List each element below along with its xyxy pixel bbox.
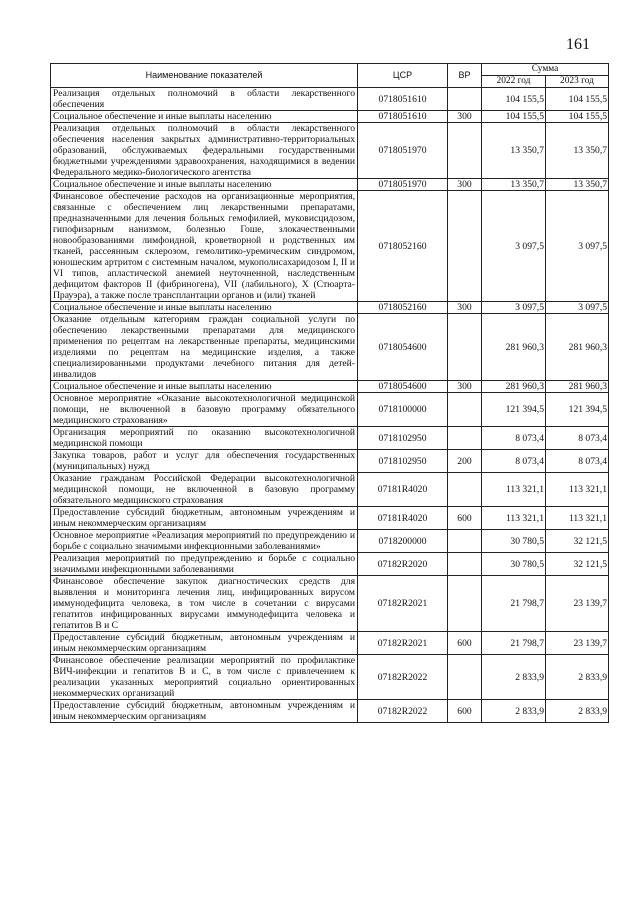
row-name: Реализация отдельных полномочий в области лекарственного обеспечения населения закрытых административно-территориальных образований, обслуживаемых федеральными государственными бюджетными учреждениями здравоохранения, находящимися в ведении Федерального медико-биологического агентства xyxy=(51,123,358,179)
row-code: 07182R2022 xyxy=(358,700,448,723)
row-vr xyxy=(448,314,482,381)
table-body xyxy=(51,88,609,723)
row-vr xyxy=(448,191,482,302)
table-row xyxy=(51,393,609,427)
row-sum-2022: 281 960,3 xyxy=(482,314,546,381)
row-vr: 300 xyxy=(448,302,482,314)
row-name: Социальное обеспечение и иные выплаты населению xyxy=(51,179,358,191)
table-row xyxy=(51,123,609,179)
page-number: 161 xyxy=(566,36,590,53)
row-code: 0718102950 xyxy=(358,427,448,450)
row-vr: 300 xyxy=(448,179,482,191)
row-code: 0718054600 xyxy=(358,314,448,381)
row-sum-2023: 23 139,7 xyxy=(546,632,609,655)
row-vr xyxy=(448,530,482,553)
header-vr: ВР xyxy=(448,64,482,88)
row-sum-2023: 2 833,9 xyxy=(546,655,609,700)
row-vr xyxy=(448,576,482,632)
row-name: Финансовое обеспечение расходов на организационные мероприятия, связанные с обеспечением лиц лекарственными препаратами, предназначенными для лечения больных гемофилией, муковисцидозом, гипофизарным нанизмом, болезнью Гоше, злокачественными новообразованиями лимфоидной, кроветворной и родственных им тканей, рассеянным склерозом, гемолитико-уремическим синдромом, юношеским артритом с системным началом, мукополисахаридозом I, II и VI типов, апластической анемией неуточненной, наследственным дефицитом факторов II (фибриногена), VII (лабильного), X (Стюарта-Прауэра), а также после трансплантации органов и (или) тканей xyxy=(51,191,358,302)
row-name: Оказание отдельным категориям граждан социальной услуги по обеспечению лекарственными препаратами для медицинского применения по рецептам на лекарственные препараты, медицинскими изделиями по рецептам на медицинские изделия, а также специализированными продуктами лечебного питания для детей-инвалидов xyxy=(51,314,358,381)
row-sum-2023: 8 073,4 xyxy=(546,450,609,473)
table-row xyxy=(51,191,609,302)
row-name: Предоставление субсидий бюджетным, автономным учреждениям и иным некоммерческим организациям xyxy=(51,700,358,723)
row-code: 07182R2020 xyxy=(358,553,448,576)
row-sum-2023: 113 321,1 xyxy=(546,507,609,530)
row-sum-2022: 2 833,9 xyxy=(482,700,546,723)
table-row xyxy=(51,700,609,723)
row-code: 07181R4020 xyxy=(358,473,448,507)
row-name: Финансовое обеспечение закупок диагностических средств для выявления и мониторинга лечения лиц, инфицированных вирусом иммунодефицита человека, в том числе в сочетании с вирусами гепатитов инфицированных вирусами иммунодефицита человека и гепатитов В и С xyxy=(51,576,358,632)
row-vr: 600 xyxy=(448,632,482,655)
table-row xyxy=(51,473,609,507)
row-sum-2022: 281 960,3 xyxy=(482,381,546,393)
table-row xyxy=(51,450,609,473)
header-name: Наименование показателей xyxy=(51,64,358,88)
row-vr: 200 xyxy=(448,450,482,473)
row-code: 0718051610 xyxy=(358,111,448,123)
row-sum-2022: 2 833,9 xyxy=(482,655,546,700)
row-sum-2023: 121 394,5 xyxy=(546,393,609,427)
row-sum-2023: 104 155,5 xyxy=(546,88,609,111)
row-sum-2022: 113 321,1 xyxy=(482,473,546,507)
row-sum-2023: 3 097,5 xyxy=(546,191,609,302)
row-sum-2022: 104 155,5 xyxy=(482,111,546,123)
row-vr xyxy=(448,553,482,576)
row-sum-2022: 121 394,5 xyxy=(482,393,546,427)
row-name: Закупка товаров, работ и услуг для обеспечения государственных (муниципальных) нужд xyxy=(51,450,358,473)
row-code: 0718100000 xyxy=(358,393,448,427)
row-name: Предоставление субсидий бюджетным, автономным учреждениям и иным некоммерческим организациям xyxy=(51,632,358,655)
row-sum-2023: 13 350,7 xyxy=(546,179,609,191)
row-vr xyxy=(448,393,482,427)
table-header xyxy=(51,64,609,88)
row-vr: 600 xyxy=(448,507,482,530)
row-sum-2022: 8 073,4 xyxy=(482,427,546,450)
table-row xyxy=(51,111,609,123)
row-name: Предоставление субсидий бюджетным, автономным учреждениям и иным некоммерческим организациям xyxy=(51,507,358,530)
row-sum-2023: 3 097,5 xyxy=(546,302,609,314)
row-code: 0718051970 xyxy=(358,179,448,191)
row-code: 07182R2022 xyxy=(358,655,448,700)
header-sum: Сумма xyxy=(482,64,609,76)
table-row xyxy=(51,381,609,393)
row-sum-2022: 13 350,7 xyxy=(482,179,546,191)
row-code: 07182R2021 xyxy=(358,632,448,655)
row-code: 0718051970 xyxy=(358,123,448,179)
row-name: Реализация мероприятий по предупреждению и борьбе с социально значимыми инфекционными заболеваниями xyxy=(51,553,358,576)
row-name: Финансовое обеспечение реализации мероприятий по профилактике ВИЧ-инфекции и гепатитов В и С, в том числе с привлечением к реализации указанных мероприятий социально ориентированных некоммерческих организаций xyxy=(51,655,358,700)
row-sum-2023: 32 121,5 xyxy=(546,530,609,553)
row-code: 07181R4020 xyxy=(358,507,448,530)
row-name: Социальное обеспечение и иные выплаты населению xyxy=(51,302,358,314)
row-sum-2022: 3 097,5 xyxy=(482,191,546,302)
row-name: Организация мероприятий по оказанию высокотехнологичной медицинской помощи xyxy=(51,427,358,450)
budget-table xyxy=(50,63,609,723)
row-vr: 300 xyxy=(448,381,482,393)
row-sum-2022: 113 321,1 xyxy=(482,507,546,530)
header-year-2023: 2023 год xyxy=(546,76,609,88)
table-row xyxy=(51,179,609,191)
table-row xyxy=(51,507,609,530)
table-row xyxy=(51,576,609,632)
row-sum-2023: 32 121,5 xyxy=(546,553,609,576)
table-row xyxy=(51,314,609,381)
row-vr xyxy=(448,427,482,450)
table-row xyxy=(51,655,609,700)
row-vr: 300 xyxy=(448,111,482,123)
row-name: Оказание гражданам Российской Федерации высокотехнологичной медицинской помощи, не включенной в базовую программу обязательного медицинского страхования xyxy=(51,473,358,507)
row-sum-2022: 13 350,7 xyxy=(482,123,546,179)
row-sum-2022: 3 097,5 xyxy=(482,302,546,314)
table-row xyxy=(51,88,609,111)
row-sum-2023: 113 321,1 xyxy=(546,473,609,507)
row-code: 0718200000 xyxy=(358,530,448,553)
row-vr xyxy=(448,473,482,507)
row-vr xyxy=(448,88,482,111)
row-vr xyxy=(448,655,482,700)
row-sum-2023: 281 960,3 xyxy=(546,314,609,381)
row-sum-2022: 21 798,7 xyxy=(482,632,546,655)
row-vr xyxy=(448,123,482,179)
table-row xyxy=(51,530,609,553)
row-code: 0718051610 xyxy=(358,88,448,111)
row-vr: 600 xyxy=(448,700,482,723)
row-sum-2023: 2 833,9 xyxy=(546,700,609,723)
row-sum-2022: 30 780,5 xyxy=(482,553,546,576)
header-year-2022: 2022 год xyxy=(482,76,546,88)
row-sum-2022: 8 073,4 xyxy=(482,450,546,473)
row-code: 0718102950 xyxy=(358,450,448,473)
table-row xyxy=(51,302,609,314)
row-sum-2023: 23 139,7 xyxy=(546,576,609,632)
row-sum-2022: 104 155,5 xyxy=(482,88,546,111)
row-code: 0718052160 xyxy=(358,191,448,302)
row-name: Социальное обеспечение и иные выплаты населению xyxy=(51,111,358,123)
row-sum-2023: 13 350,7 xyxy=(546,123,609,179)
row-sum-2023: 104 155,5 xyxy=(546,111,609,123)
table-row xyxy=(51,427,609,450)
row-name: Реализация отдельных полномочий в области лекарственного обеспечения xyxy=(51,88,358,111)
row-code: 0718054600 xyxy=(358,381,448,393)
table-row xyxy=(51,553,609,576)
row-sum-2022: 21 798,7 xyxy=(482,576,546,632)
row-code: 0718052160 xyxy=(358,302,448,314)
row-name: Социальное обеспечение и иные выплаты населению xyxy=(51,381,358,393)
row-sum-2023: 8 073,4 xyxy=(546,427,609,450)
row-code: 07182R2021 xyxy=(358,576,448,632)
row-name: Основное мероприятие «Реализация мероприятий по предупреждению и борьбе с социально значимыми инфекционными заболеваниями» xyxy=(51,530,358,553)
table-row xyxy=(51,632,609,655)
header-csr: ЦСР xyxy=(358,64,448,88)
row-sum-2022: 30 780,5 xyxy=(482,530,546,553)
row-sum-2023: 281 960,3 xyxy=(546,381,609,393)
row-name: Основное мероприятие «Оказание высокотехнологичной медицинской помощи, не включенной в базовую программу обязательного медицинского страхования» xyxy=(51,393,358,427)
